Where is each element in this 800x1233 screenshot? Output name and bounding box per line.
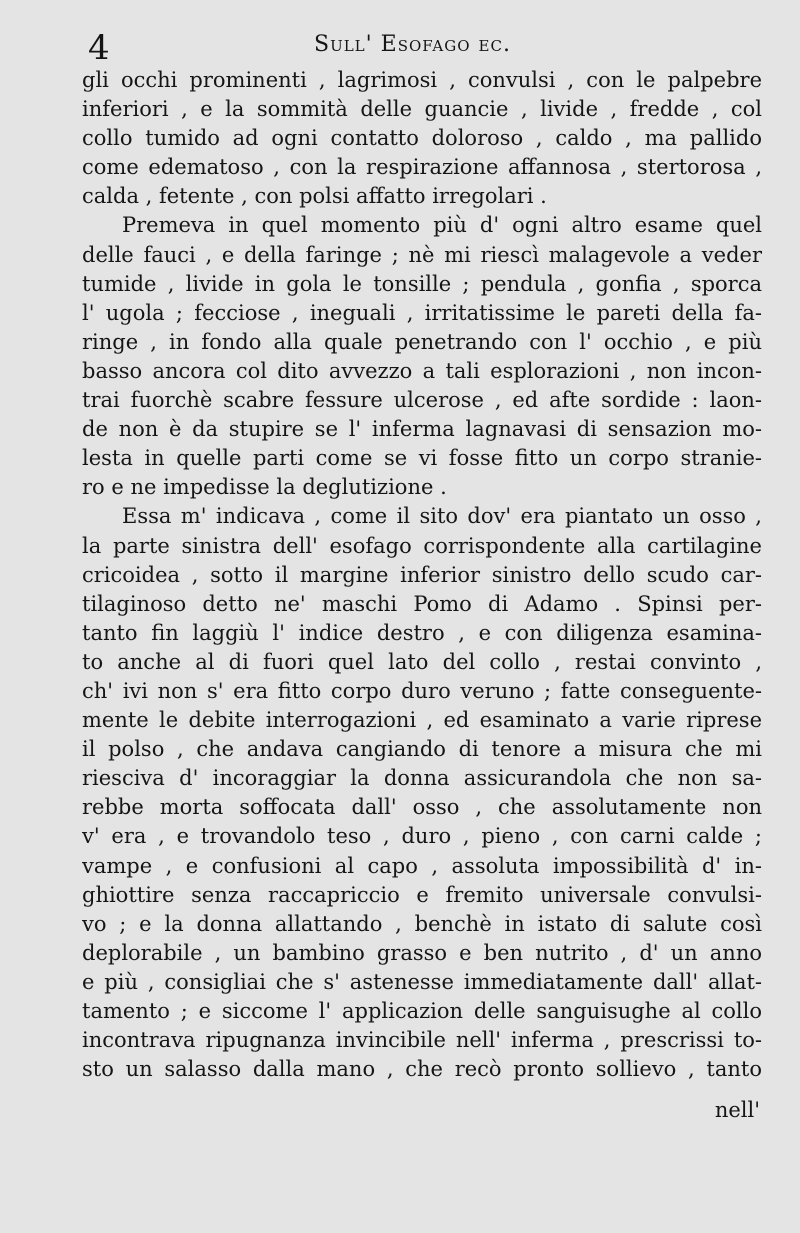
text-line: come edematoso , con la respirazione affannosa , stertorosa , bbox=[82, 155, 762, 180]
text-line: to anche al di fuori quel lato del collo , restai convinto , bbox=[82, 649, 762, 674]
text-line: lesta in quelle parti come se vi fosse fitto un corpo stranie- bbox=[82, 446, 762, 471]
text-line: basso ancora col dito avvezzo a tali esplorazioni , non incon- bbox=[82, 358, 762, 383]
catchword: nell' bbox=[714, 1098, 760, 1122]
page-number: 4 bbox=[88, 28, 110, 68]
text-line: vampe , e confusioni al capo , assoluta impossibilità d' in- bbox=[82, 853, 762, 878]
text-line: cricoidea , sotto il margine inferior sinistro dello scudo car- bbox=[82, 562, 762, 587]
text-line: ro e ne impedisse la deglutizione . bbox=[82, 475, 447, 500]
body-text bbox=[82, 66, 762, 1084]
text-line: tanto fin laggiù l' indice destro , e con diligenza esamina- bbox=[82, 620, 762, 645]
running-title: Sull' Esofago ec. bbox=[314, 32, 511, 57]
text-line: trai fuorchè scabre fessure ulcerose , ed afte sordide : laon- bbox=[82, 388, 762, 413]
text-line: collo tumido ad ogni contatto doloroso , caldo , ma pallido bbox=[82, 126, 762, 151]
text-line: Essa m' indicava , come il sito dov' era piantato un osso , bbox=[122, 504, 762, 529]
running-head bbox=[88, 28, 760, 68]
text-line: de non è da stupire se l' inferma lagnavasi di sensazion mo- bbox=[82, 417, 762, 442]
text-line: sto un salasso dalla mano , che recò pronto sollievo , tanto bbox=[82, 1057, 762, 1082]
text-line: incontrava ripugnanza invincibile nell' inferma , prescrissi to- bbox=[82, 1028, 762, 1053]
text-line: ch' ivi non s' era fitto corpo duro veruno ; fatte conseguente- bbox=[82, 678, 762, 703]
text-line: vo ; e la donna allattando , benchè in istato di salute così bbox=[82, 911, 762, 936]
text-line: tamento ; e siccome l' applicazion delle sanguisughe al collo bbox=[82, 999, 762, 1023]
text-line: tumide , livide in gola le tonsille ; pendula , gonfia , sporca bbox=[82, 271, 762, 296]
text-line: e più , consigliai che s' astenesse immediatamente dall' allat- bbox=[82, 969, 762, 994]
text-line: ringe , in fondo alla quale penetrando con l' occhio , e più bbox=[82, 329, 762, 354]
text-line: Premeva in quel momento più d' ogni altro esame quel bbox=[122, 213, 762, 238]
text-line: ghiottire senza raccapriccio e fremito universale convulsi- bbox=[82, 882, 762, 907]
text-line: l' ugola ; fecciose , ineguali , irritatissime le pareti della fa- bbox=[82, 300, 762, 325]
text-line: riesciva d' incoraggiar la donna assicurandola che non sa- bbox=[82, 766, 762, 791]
text-line: il polso , che andava cangiando di tenore a misura che mi bbox=[82, 737, 762, 762]
text-line: gli occhi prominenti , lagrimosi , convulsi , con le palpebre bbox=[82, 68, 762, 92]
text-line: tilaginoso detto ne' maschi Pomo di Adamo . Spinsi per- bbox=[82, 591, 762, 616]
text-line: inferiori , e la sommità delle guancie , livide , fredde , col bbox=[82, 97, 762, 122]
text-line: calda , fetente , con polsi affatto irregolari . bbox=[82, 184, 547, 209]
text-line: deplorabile , un bambino grasso e ben nutrito , d' un anno bbox=[82, 940, 762, 965]
text-line: delle fauci , e della faringe ; nè mi riescì malagevole a veder bbox=[82, 242, 762, 267]
text-line: v' era , e trovandolo teso , duro , pieno , con carni calde ; bbox=[82, 824, 762, 849]
text-line: la parte sinistra dell' esofago corrispondente alla cartilagine bbox=[82, 533, 762, 558]
text-line: rebbe morta soffocata dall' osso , che assolutamente non bbox=[82, 795, 762, 820]
text-line: mente le debite interrogazioni , ed esaminato a varie riprese bbox=[82, 708, 762, 733]
